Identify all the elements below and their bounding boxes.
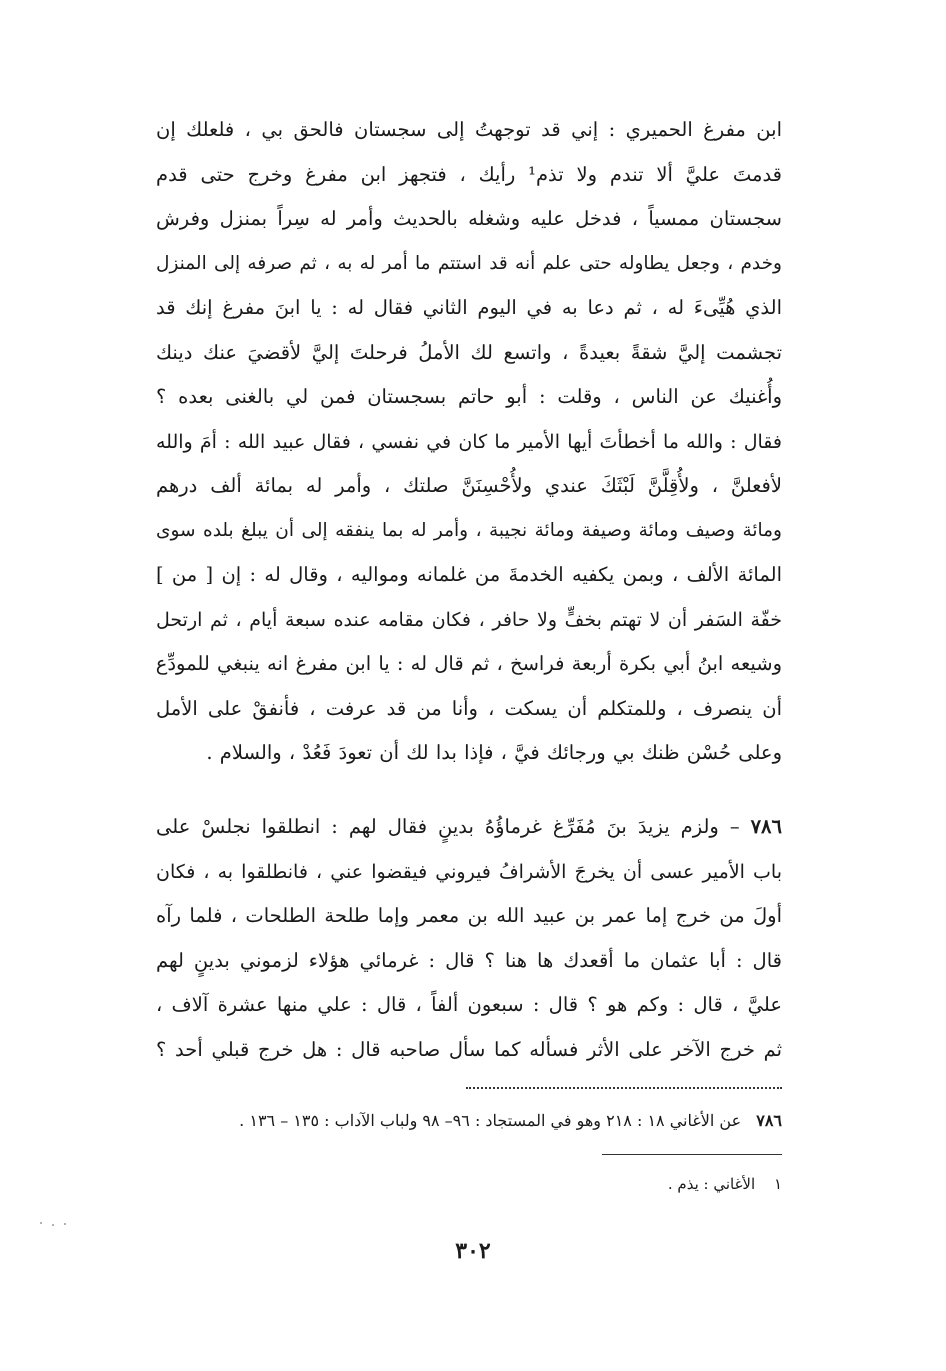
paragraph-1-line: قدمتَ عليَّ ألا تندم ولا تذم¹ رأيك ، فتجهز ابن مفرغ وخرج حتى قدم — [156, 162, 783, 186]
paragraph-1-line: تجشمت إليَّ شقةً بعيدةً ، واتسع لك الأملُ فرحلتَ إليَّ لأقضيَ عنك دينك — [156, 340, 782, 364]
paragraph-1-line: سجستان ممسياً ، فدخل عليه وشغله بالحديث وأمر له سِراً بمنزل وفرش — [156, 207, 782, 230]
paragraph-2-line: قال : أبا عثمان ما أقعدك ها هنا ؟ قال : غرمائي هؤلاء لزموني بدينٍ لهم — [156, 948, 782, 972]
paragraph-1-line: ومائة وصيف ومائة وصيفة ومائة نجيبة ، وأمر له بما ينفقه إلى أن يبلغ بلده سوى — [156, 519, 782, 541]
entry-number: ٧٨٦ — [750, 815, 782, 838]
scan-speck — [40, 1222, 42, 1224]
source-note — [120, 1108, 782, 1134]
footnote-number: ١ — [773, 1175, 782, 1193]
paragraph-1-line: وأُغنيك عن الناس ، وقلت : أبو حاتم بسجستان فمن لي بالغنى بعده ؟ — [156, 385, 782, 408]
paragraph-1-line: وشيعه ابنُ أبي بكرة أربعة فراسخ ، ثم قال له : يا ابن مفرغ انه ينبغي للمودِّع — [155, 652, 782, 675]
paragraph-2-line: عليَّ ، قال : وكم هو ؟ قال : سبعون ألفاً ، قال : علي منها عشرة آلاف ، — [156, 993, 782, 1016]
paragraph-2-line: أولَ من خرج إما عمر بن عبيد الله بن معمر وإما طلحة الطلحات ، فلما رآه — [156, 904, 782, 927]
paragraph-1-line: الذي هُيِّىءَ له ، ثم دعا به في اليوم الثاني فقال له : يا ابنَ مفرغ إنك قد — [156, 296, 782, 319]
paragraph-1-line: ابن مفرغ الحميري : إني قد توجهتُ إلى سجستان فالحق بي ، فلعلك إن — [156, 118, 782, 141]
footnote-separator — [602, 1154, 782, 1155]
paragraph-1-line: المائة الألف ، وبمن يكفيه الخدمةَ من غلمانه ومواليه ، وقال له : إن [ من ] — [156, 563, 782, 586]
paragraph-2 — [156, 805, 782, 1072]
paragraph-1-line: فقال : والله ما أخطأتَ أيها الأمير ما كان في نفسي ، فقال عبيد الله : أمَ والله — [156, 430, 782, 453]
paragraph-2-line-text: – ولزم يزيدَ بنَ مُفَرِّغ غرماؤُهُ بدينٍ فقال لهم : انطلقوا نجلسْ على — [156, 815, 740, 838]
paragraph-1-line: خفّة السَفر أن لا تهتم بخفٍّ ولا حافر ، فكان مقامه عنده سبعة أيام ، ثم ارتحل — [156, 608, 782, 631]
paragraph-2-line — [156, 805, 782, 850]
page-number: ٣٠٢ — [455, 1238, 491, 1264]
paragraph-1-line: وخدم ، وجعل يطاوله حتى علم أنه قد استتم ما أمر له به ، ثم صرفه إلى المنزل — [156, 252, 782, 274]
paragraph-1 — [156, 108, 782, 776]
scan-speck — [64, 1223, 66, 1225]
footnote — [400, 1172, 782, 1196]
paragraph-1-line: أن ينصرف ، وللمتكلم أن يسكت ، وأنا من قد عرفت ، فأنفقْ على الأمل — [156, 696, 782, 720]
source-note-number: ٧٨٦ — [756, 1111, 782, 1130]
paragraph-2-line: ثم خرج الآخر على الأثر فسأله كما سأل صاحبه قال : هل خرج قبلي أحد ؟ — [156, 1037, 782, 1061]
paragraph-1-line: وعلى حُسْن ظنك بي ورجائك فيَّ ، فإذا بدا لك أن تعودَ فَعُدْ ، والسلام . — [206, 741, 782, 764]
source-note-text: عن الأغاني ١٨ : ٢١٨ وهو في المستجاد : ٩٦– ٩٨ ولباب الآداب : ١٣٥ – ١٣٦ . — [239, 1111, 742, 1130]
paragraph-1-line: لأفعلنَّ ، ولأُقِلَّنَّ لَبْثَكَ عندي ولأُحْسِنَنَّ صلتك ، وأمر له بمائة ألف درهم — [156, 474, 782, 497]
footnote-text: الأغاني : يذم . — [667, 1175, 756, 1193]
scan-speck — [52, 1224, 54, 1226]
dotted-separator — [466, 1087, 782, 1089]
paragraph-2-line: باب الأمير عسى أن يخرجَ الأشرافُ فيروني فيقضوا عني ، فانطلقوا به ، فكان — [156, 860, 782, 883]
